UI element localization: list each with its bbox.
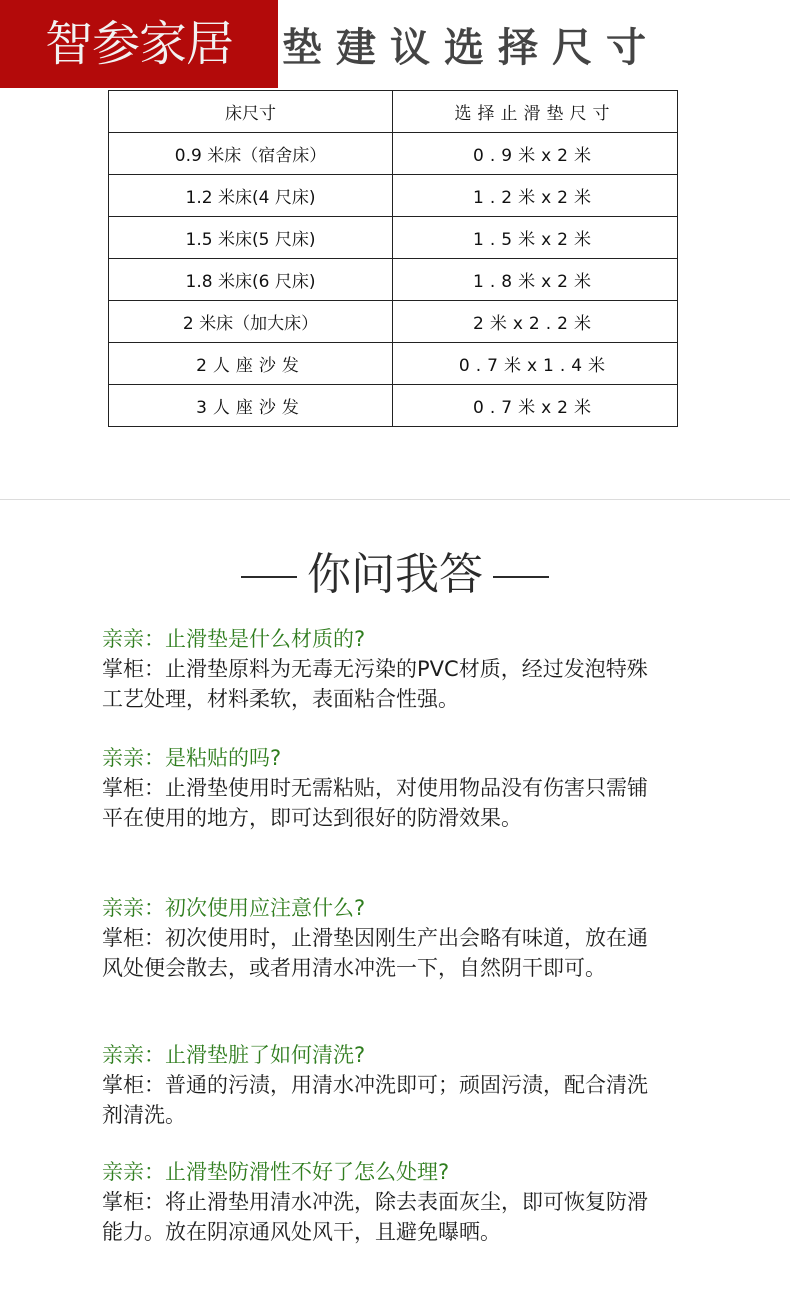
mat-size-cell: 2米x2.2米 — [393, 301, 678, 343]
question-text: 亲亲：初次使用应注意什么? — [102, 896, 366, 920]
section-title: 垫建议选择尺寸 — [282, 24, 660, 71]
section-divider — [0, 499, 790, 500]
table-row — [109, 301, 678, 343]
answer-text: 掌柜：普通的污渍，用清水冲洗即可；顽固污渍，配合清洗剂清洗。 — [102, 1073, 648, 1127]
bed-size-cell: 1.8 米床(6 尺床) — [109, 259, 393, 301]
answer-text: 掌柜：止滑垫使用时无需粘贴，对使用物品没有伤害只需铺平在使用的地方，即可达到很好的防滑效果。 — [102, 776, 648, 830]
question-text: 亲亲：止滑垫脏了如何清洗? — [102, 1043, 366, 1067]
brand-logo: 智参家居 — [0, 0, 278, 88]
qa-item — [102, 1040, 662, 1130]
bed-size-cell: 2 米床（加大床） — [109, 301, 393, 343]
bed-size-cell: 0.9 米床（宿舍床） — [109, 133, 393, 175]
bed-size-cell: 3人座沙发 — [109, 385, 393, 427]
qa-item — [102, 893, 662, 983]
size-table — [108, 90, 678, 427]
question-text: 亲亲：是粘贴的吗? — [102, 746, 282, 770]
header — [0, 0, 790, 90]
question-text: 亲亲：止滑垫防滑性不好了怎么处理? — [102, 1160, 450, 1184]
qa-item — [102, 1157, 662, 1247]
table-row — [109, 385, 678, 427]
bed-size-cell: 1.5 米床(5 尺床) — [109, 217, 393, 259]
table-row — [109, 133, 678, 175]
header-bed-size: 床尺寸 — [109, 91, 393, 133]
answer-text: 掌柜：止滑垫原料为无毒无污染的PVC材质，经过发泡特殊工艺处理，材料柔软，表面粘合性强。 — [102, 657, 648, 711]
qa-heading-text: 你问我答 — [307, 549, 483, 600]
answer-text: 掌柜：将止滑垫用清水冲洗，除去表面灰尘，即可恢复防滑能力。放在阴凉通风处风干，且避免曝晒。 — [102, 1190, 648, 1244]
header-mat-size: 选择止滑垫尺寸 — [393, 91, 678, 133]
table-row — [109, 175, 678, 217]
question-text: 亲亲：止滑垫是什么材质的? — [102, 627, 366, 651]
mat-size-cell: 1.5米x2米 — [393, 217, 678, 259]
answer-text: 掌柜：初次使用时，止滑垫因刚生产出会略有味道，放在通风处便会散去，或者用清水冲洗一下，自然阴干即可。 — [102, 926, 648, 980]
qa-item — [102, 624, 662, 714]
table-row — [109, 343, 678, 385]
mat-size-cell: 0.9米x2米 — [393, 133, 678, 175]
table-row — [109, 259, 678, 301]
mat-size-cell: 0.7米x1.4米 — [393, 343, 678, 385]
qa-item — [102, 743, 662, 833]
heading-dash-left — [241, 576, 297, 578]
bed-size-cell: 1.2 米床(4 尺床) — [109, 175, 393, 217]
bed-size-cell: 2人座沙发 — [109, 343, 393, 385]
mat-size-cell: 0.7米x2米 — [393, 385, 678, 427]
heading-dash-right — [493, 576, 549, 578]
mat-size-cell: 1.2米x2米 — [393, 175, 678, 217]
table-header-row — [109, 91, 678, 133]
qa-heading — [0, 538, 790, 602]
table-row — [109, 217, 678, 259]
mat-size-cell: 1.8米x2米 — [393, 259, 678, 301]
